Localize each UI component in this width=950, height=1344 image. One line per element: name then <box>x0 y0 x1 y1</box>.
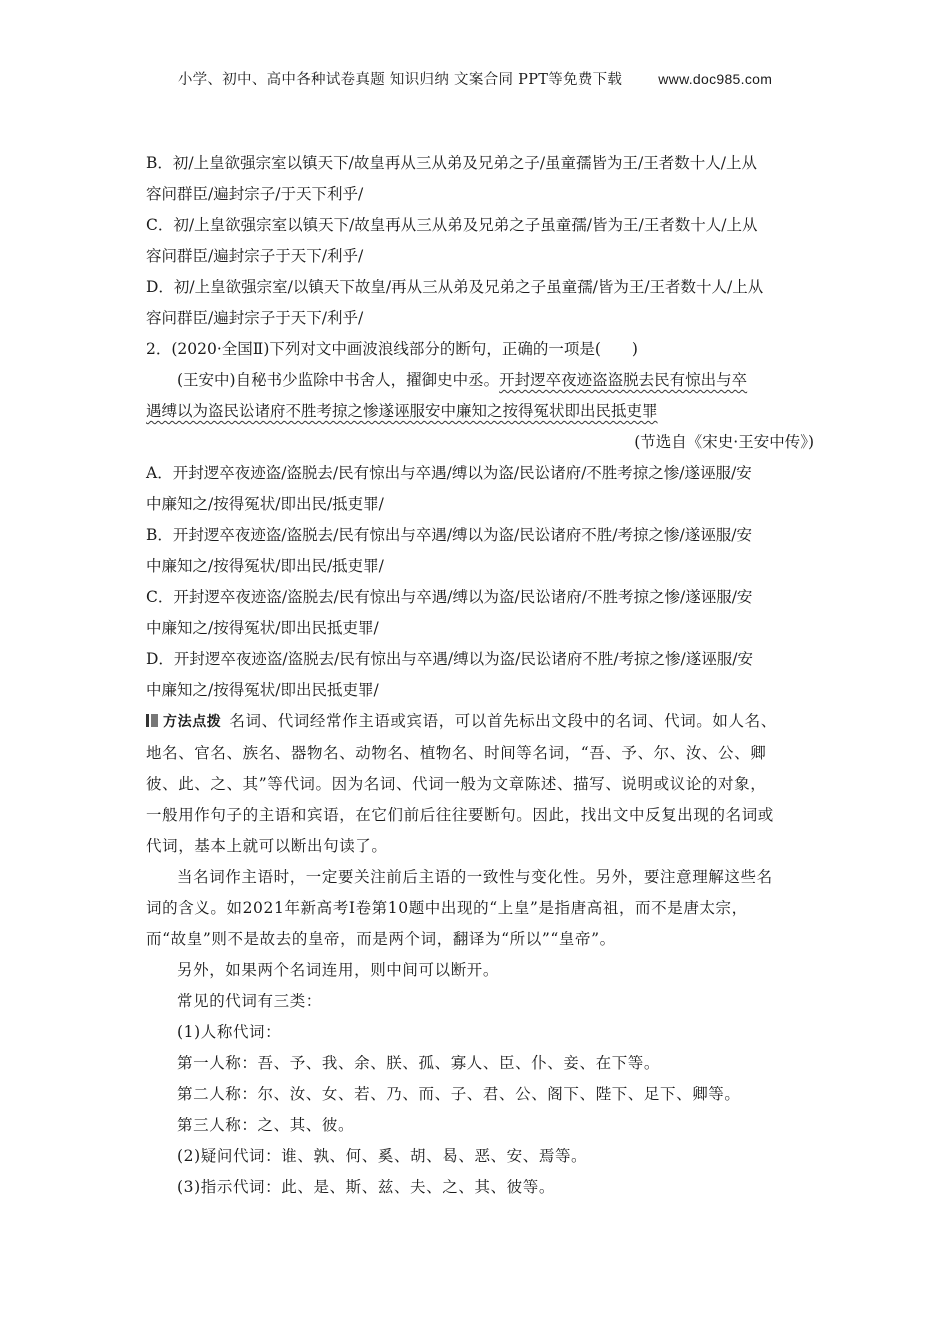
third-person-list: 第三人称：之、其、彼。 <box>177 1116 355 1134</box>
q2-source: (节选自《宋史·王安中传》) <box>634 433 814 451</box>
q1-option-d-line2: 容问群臣/遍封宗子于天下/利乎/ <box>146 309 364 327</box>
q2-passage-line1 <box>146 365 814 396</box>
method-p1-line3: 彼、此、之、其”等代词。因为名词、代词一般为文章陈述、描写、说明或议论的对象， <box>146 775 767 793</box>
q2-option-c-line1: C．开封逻卒夜迹盗/盗脱去/民有惊出与卒遇/缚以为盗/民讼诸府/不胜考掠之惨/遂诬服/安 <box>146 588 753 606</box>
q2-stem: 2．(2020·全国Ⅱ)下列对文中画波浪线部分的断句，正确的一项是( ) <box>146 340 638 358</box>
method-p2-line3: 而“故皇”则不是故去的皇帝，而是两个词，翻译为“所以”“皇帝”。 <box>146 930 616 948</box>
method-p3: 另外，如果两个名词连用，则中间可以断开。 <box>177 961 500 979</box>
first-person-list: 第一人称：吾、予、我、余、朕、孤、寡人、臣、仆、妾、在下等。 <box>177 1054 661 1072</box>
second-person-list: 第二人称：尔、汝、女、若、乃、而、子、君、公、阁下、陛下、足下、卿等。 <box>177 1085 741 1103</box>
method-section <box>146 706 814 1203</box>
q1-option-b-line1: B．初/上皇欲强宗室以镇天下/故皇再从三从弟及兄弟之子/虽童孺皆为王/王者数十人/上从 <box>146 154 758 172</box>
q2-option-c-line2: 中廉知之/按得冤状/即出民抵吏罪/ <box>146 619 379 637</box>
method-badge-label: 方法点拨 <box>163 714 222 730</box>
q2-passage-wavy-1: 开封逻卒夜迹盗盗脱去民有惊出与卒 <box>499 371 748 389</box>
badge-block-icon <box>151 714 158 727</box>
q1-option-c-line2: 容问群臣/遍封宗子于天下/利乎/ <box>146 247 364 265</box>
method-p1-line2: 地名、官名、族名、器物名、动物名、植物名、时间等名词，“吾、予、尔、汝、公、卿 <box>146 744 767 762</box>
method-p2-line2: 词的含义。如2021年新高考Ⅰ卷第10题中出现的“上皇”是指唐高祖，而不是唐太宗， <box>146 899 748 917</box>
header-text: 小学、初中、高中各种试卷真题 知识归纳 文案合同 PPT等免费下载 <box>177 72 623 88</box>
pronoun-cat3: (3)指示代词：此、是、斯、兹、夫、之、其、彼等。 <box>177 1178 555 1196</box>
method-p1-line4: 一般用作句子的主语和宾语，在它们前后往往要断句。因此，找出文中反复出现的名词或 <box>146 806 774 824</box>
q2-passage-line2 <box>146 396 814 427</box>
q1-option-d-line1: D．初/上皇欲强宗室/以镇天下故皇/再从三从弟及兄弟之子虽童孺/皆为王/王者数十人/上从 <box>146 278 764 296</box>
method-p1-text: 名词、代词经常作主语或宾语，可以首先标出文段中的名词、代词。如人名、 <box>229 712 777 730</box>
page-header <box>0 68 950 89</box>
q2-option-a-line2: 中廉知之/按得冤状/即出民/抵吏罪/ <box>146 495 384 513</box>
method-p1-line5: 代词，基本上就可以断出句读了。 <box>146 837 388 855</box>
pronoun-cat2: (2)疑问代词：谁、孰、何、奚、胡、曷、恶、安、焉等。 <box>177 1147 588 1165</box>
q2-passage-plain: (王安中)自秘书少监除中书舍人，擢御史中丞。 <box>177 371 500 389</box>
q2-option-b-line2: 中廉知之/按得冤状/即出民/抵吏罪/ <box>146 557 384 575</box>
q2-passage-wavy-2: 遇缚以为盗民讼诸府不胜考掠之惨遂诬服安中廉知之按得冤状即出民抵吏罪 <box>146 402 658 420</box>
method-p1-line1 <box>146 706 814 738</box>
pronoun-cat1-title: (1)人称代词： <box>177 1023 282 1041</box>
document-body <box>146 148 814 1203</box>
q2-option-b-line1: B．开封逻卒夜迹盗/盗脱去/民有惊出与卒遇/缚以为盗/民讼诸府不胜/考掠之惨/遂诬服/安 <box>146 526 752 544</box>
method-p2-line1: 当名词作主语时，一定要关注前后主语的一致性与变化性。另外，要注意理解这些名 <box>177 868 773 886</box>
badge-bar-icon <box>146 714 149 727</box>
header-url[interactable]: www.doc985.com <box>658 71 773 87</box>
q1-option-b-line2: 容问群臣/遍封宗子/于天下利乎/ <box>146 185 364 203</box>
method-p4: 常见的代词有三类： <box>177 992 322 1010</box>
q2-option-d-line1: D．开封逻卒夜迹盗/盗脱去/民有惊出与卒遇/缚以为盗/民讼诸府不胜/考掠之惨/遂诬服/安 <box>146 650 753 668</box>
q2-option-d-line2: 中廉知之/按得冤状/即出民抵吏罪/ <box>146 681 379 699</box>
method-badge <box>146 707 221 738</box>
q2-option-a-line1: A．开封逻卒夜迹盗/盗脱去/民有惊出与卒遇/缚以为盗/民讼诸府/不胜考掠之惨/遂诬服/安 <box>146 464 752 482</box>
q1-option-c-line1: C．初/上皇欲强宗室以镇天下/故皇再从三从弟及兄弟之子虽童孺/皆为王/王者数十人/上从 <box>146 216 758 234</box>
